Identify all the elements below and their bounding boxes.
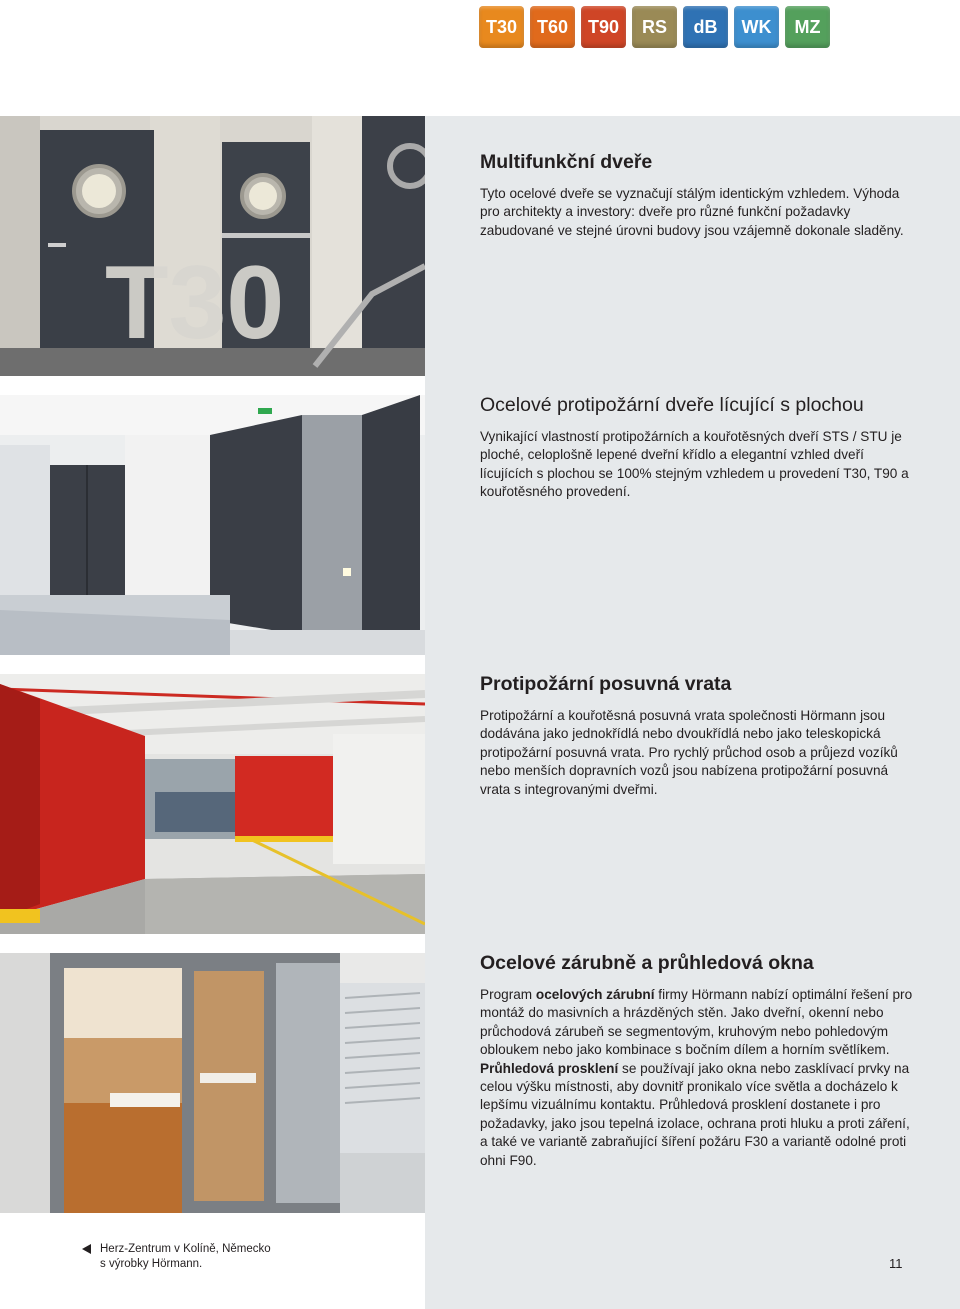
badge-mz: MZ — [785, 6, 830, 48]
body-text: Vynikající vlastností protipožárních a kouřotěsných dveří STS / STU je ploché, celoplošně lepené dveřní křídlo a elegantní vzhled dveří lícujících s plochou se 100% stejným vzhledem u provedení T30, T90 a kouřotěsného provedení. — [480, 429, 909, 500]
section-steel-frames — [480, 952, 920, 1170]
door-number-label: T30 — [105, 245, 285, 361]
photo-multifunction-doors — [0, 116, 425, 376]
section-flush-fire-doors — [480, 394, 920, 502]
photo-caption — [82, 1242, 271, 1271]
section-title: Ocelové protipožární dveře lícující s plochou — [480, 394, 864, 416]
body-text-bold: ocelových zárubní — [535, 987, 655, 1002]
body-text: Protipožární a kouřotěsná posuvná vrata společnosti Hörmann jsou dodávána jako jednokřídlá nebo dvoukřídlá nebo jako teleskopická protipožární posuvná vrata. Pro rychlý průchod osob a průjezd vozíků nebo menších dopravních vozů jsou nabízena protipožární posuvná vrata s integrovanými dveřmi. — [480, 708, 898, 797]
section-title: Multifunkční dveře — [480, 151, 653, 173]
badge-wk: WK — [734, 6, 779, 48]
badge-t60: T60 — [530, 6, 575, 48]
badge-rs: RS — [632, 6, 677, 48]
photo-flush-fire-doors — [0, 395, 425, 655]
section-multifunction-doors — [480, 151, 920, 240]
section-body — [480, 986, 920, 1170]
page-number: 11 — [889, 1256, 903, 1271]
certification-badges — [479, 6, 830, 48]
section-sliding-gates — [480, 673, 920, 799]
body-text: firmy Hörmann nabízí optimální řešení pro montáž do masivních a hrázděných stěn. Jako dveřní, okenní nebo průchodová zárubeň se segmentovým, kruhovým nebo pohledovým obloukem nebo jako kombinace s bočním dílem a horním světlíkem. — [480, 987, 913, 1058]
section-body — [480, 185, 920, 240]
body-text: Program — [480, 987, 536, 1002]
caption-line-2: s výrobky Hörmann. — [100, 1257, 203, 1270]
arrow-left-icon — [82, 1244, 91, 1254]
section-title: Ocelové zárubně a průhledová okna — [480, 952, 814, 974]
badge-t90: T90 — [581, 6, 626, 48]
caption-line-1: Herz-Zentrum v Kolíně, Německo — [100, 1243, 271, 1255]
body-text: se používají jako okna nebo zasklívací prvky na celou výšku místnosti, aby dovnitř pronikalo více světla a docházelo k lepšímu vizuálnímu kontaktu. Průhledová prosklení dostanete i pro požadavky, jako jsou tepelná izolace, ochrana proti hluku a proti záření, a také ve variantě zabraňující šíření požáru F30 a variantě odolné proti ohni F90. — [480, 1060, 910, 1168]
section-title: Protipožární posuvná vrata — [480, 673, 732, 695]
photo-steel-frames-glazing — [0, 953, 425, 1213]
section-body — [480, 707, 920, 799]
body-text: Tyto ocelové dveře se vyznačují stálým identickým vzhledem. Výhoda pro architekty a investory: dveře pro různé funkční požadavky zabudované ve stejné úrovni budovy jsou vzájemně dokonale sladěny. — [480, 186, 904, 238]
photo-sliding-gates — [0, 674, 425, 934]
badge-db: dB — [683, 6, 728, 48]
body-text-bold: Průhledová prosklení — [480, 1060, 619, 1076]
section-body — [480, 428, 920, 502]
badge-t30: T30 — [479, 6, 524, 48]
